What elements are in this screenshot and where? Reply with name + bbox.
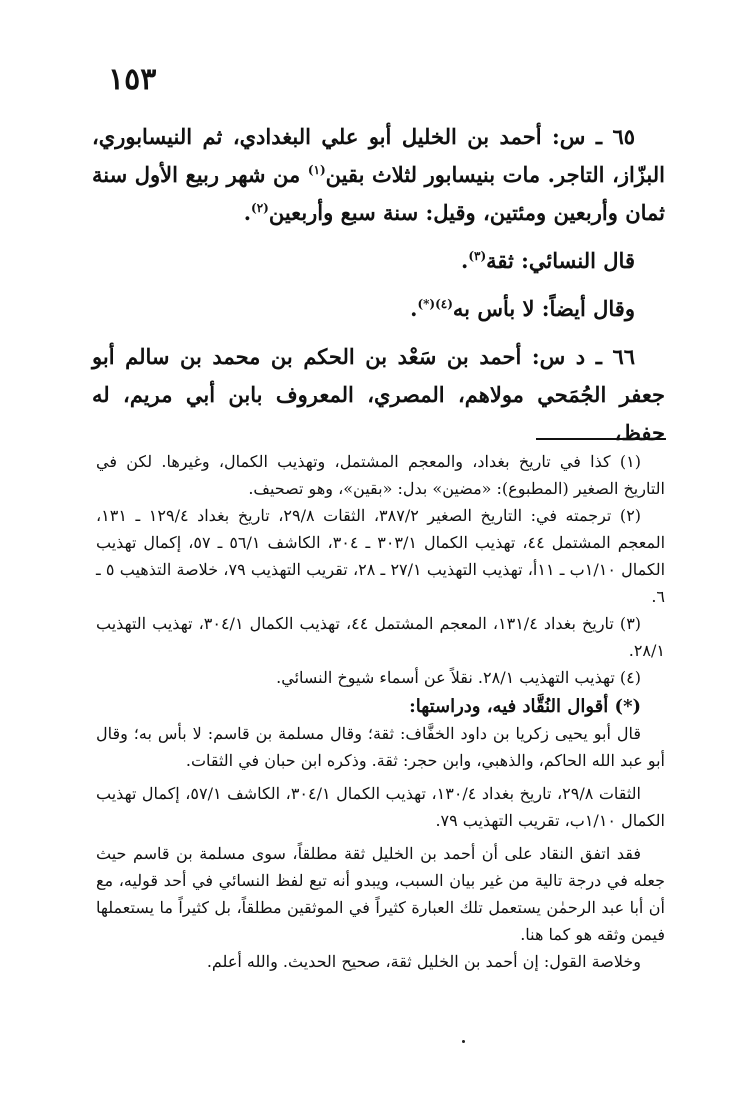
- footnote-ref-1: (١): [307, 163, 326, 177]
- entry-66: ٦٦ ـ د س: أحمد بن سَعْد بن الحكم بن محمد بن سالم أبو جعفر الجُمَحي مولاهم، المصري، المعروف بابن أبي مريم، له حفظ،: [92, 344, 665, 445]
- footnote-ref-3: (٣): [468, 249, 487, 263]
- footnote-divider: [536, 438, 666, 440]
- footnote-2: (٢) ترجمته في: التاريخ الصغير ٣٨٧/٢، الثقات ٢٩/٨، تاريخ بغداد ١٢٩/٤ ـ ١٣١، المعجم المشتمل ٤٤، تهذيب الكمال ٣٠٣/١ ـ ٣٠٤، الكاشف ٥٦/١ ـ ٥٧، إكمال تهذيب الكمال ١/١٠ب ـ ١١أ، تهذيب التهذيب ٢٧/١ ـ ٢٨، تقريب التهذيب ٧٩، خلاصة التذهيب ٥ ـ ٦.: [96, 506, 666, 606]
- footnotes: [96, 448, 665, 975]
- footnote-1: (١) كذا في تاريخ بغداد، والمعجم المشتمل، وتهذيب الكمال، وغيرها. لكن في التاريخ الصغير (المطبوع): «مضين» بدل: «بقين»، وهو تصحيف.: [96, 452, 665, 498]
- page-number: ١٥٣: [108, 62, 157, 97]
- critics-heading: (*) أقوال النُقَّاد فيه، ودراستها:: [409, 696, 641, 717]
- critics-quotes: قال أبو يحيى زكريا بن داود الخفَّاف: ثقة؛ وقال مسلمة بن قاسم: لا بأس به؛ وقال أبو عبد الله الحاكم، والذهبي، وابن حجر: ثقة. وذكره ابن حبان في الثقات.: [96, 724, 665, 770]
- footnote-4: (٤) تهذيب التهذيب ٢٨/١. نقلاً عن أسماء شيوخ النسائي.: [276, 668, 641, 687]
- critics-sources: الثقات ٢٩/٨، تاريخ بغداد ١٣٠/٤، تهذيب الكمال ٣٠٤/١، الكاشف ٥٧/١، إكمال تهذيب الكمال ١/١٠ب، تقريب التهذيب ٧٩.: [96, 784, 665, 830]
- critics-analysis: فقد اتفق النقاد على أن أحمد بن الخليل ثقة مطلقاً، سوى مسلمة بن قاسم حيث جعله في درجة تالية من غير بيان السبب، ويبدو أنه تبع لفظ النسائي في أحد قوليه، مع أن أبا عبد الرحمٰن يستعمل تلك العبارة كثيراً في الموثقين مطلقاً، بل كثيراً ما يستعملها فيمن وثقه هو كما هنا.: [96, 844, 665, 944]
- critics-conclusion: وخلاصة القول: إن أحمد بن الخليل ثقة، صحيح الحديث. والله أعلم.: [206, 952, 641, 971]
- entry-65: ٦٥ ـ س: أحمد بن الخليل أبو علي البغدادي، ثم النيسابوري، البزّاز، التاجر. مات بنيسابور لثلاث بقين$^{(١)}$ من شهر ربيع الأول سنة ثمان وأربعين ومئتين، وقيل: سنة سبع وأربعين$^{(٢)}$.: [92, 124, 665, 225]
- nasai-statement-2: وقال أيضاً: لا بأس به$^{(٤)(*)}$.: [410, 296, 635, 321]
- nasai-statement-1: قال النسائي: ثقة$^{(٣)}$.: [461, 248, 635, 273]
- main-text: [92, 118, 665, 452]
- footnote-3: (٣) تاريخ بغداد ١٣١/٤، المعجم المشتمل ٤٤، تهذيب الكمال ٣٠٤/١، تهذيب التهذيب ٢٨/١.: [96, 614, 665, 660]
- footnote-ref-2: (٢): [251, 201, 269, 215]
- scan-speck: [462, 1040, 465, 1043]
- footnote-ref-4: (٤)(*): [417, 297, 453, 311]
